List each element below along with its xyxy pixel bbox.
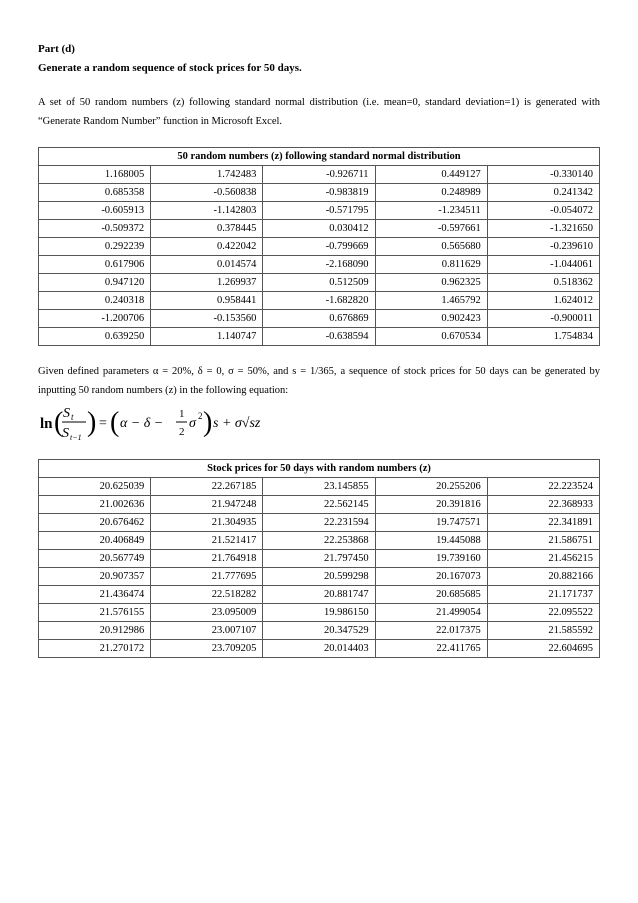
parameters-paragraph: Given defined parameters α = 20%, δ = 0, σ = 50%, and s = 1/365, a sequence of stock prices for 50 days can be generated by inputting 50 random numbers (z) in the following equation: bbox=[38, 366, 600, 396]
random-numbers-table bbox=[38, 147, 600, 346]
numerator-subscript: t bbox=[71, 412, 74, 422]
stock-price-row bbox=[39, 568, 600, 586]
alpha-delta-term: α − δ − bbox=[120, 416, 164, 431]
random-number-row bbox=[39, 184, 600, 202]
random-number-row bbox=[39, 274, 600, 292]
table-cell: 0.565680 bbox=[375, 238, 487, 256]
table-cell: 0.241342 bbox=[487, 184, 599, 202]
stock-price-row bbox=[39, 478, 600, 496]
table-cell: 22.223524 bbox=[487, 478, 599, 496]
denominator-subscript: t−1 bbox=[70, 433, 82, 442]
sigma-symbol: σ bbox=[189, 416, 196, 431]
table-cell: -0.605913 bbox=[39, 202, 151, 220]
table-cell: 22.017375 bbox=[375, 622, 487, 640]
table-cell: 23.709205 bbox=[151, 640, 263, 658]
table-cell: 0.676869 bbox=[263, 310, 375, 328]
table-cell: 23.145855 bbox=[263, 478, 375, 496]
table-cell: 21.456215 bbox=[487, 550, 599, 568]
table-cell: -2.168090 bbox=[263, 256, 375, 274]
ln-symbol: ln bbox=[40, 416, 53, 432]
table-cell: 20.625039 bbox=[39, 478, 151, 496]
stock-prices-table-title: Stock prices for 50 days with random numbers (z) bbox=[39, 460, 600, 478]
fraction-two: 2 bbox=[179, 426, 185, 438]
table-cell: 21.947248 bbox=[151, 496, 263, 514]
table-cell: 0.902423 bbox=[375, 310, 487, 328]
table-cell: 20.255206 bbox=[375, 478, 487, 496]
table-cell: 0.947120 bbox=[39, 274, 151, 292]
document-page bbox=[38, 40, 600, 658]
part-title: Part (d) bbox=[38, 43, 75, 55]
table-cell: -1.321650 bbox=[487, 220, 599, 238]
table-cell: 0.422042 bbox=[151, 238, 263, 256]
table-cell: 20.391816 bbox=[375, 496, 487, 514]
table-cell: 23.095009 bbox=[151, 604, 263, 622]
table-cell: 21.586751 bbox=[487, 532, 599, 550]
random-numbers-table-title: 50 random numbers (z) following standard normal distribution bbox=[39, 148, 600, 166]
fraction-one: 1 bbox=[179, 408, 185, 420]
random-number-row bbox=[39, 238, 600, 256]
right-paren-2: ) bbox=[203, 407, 213, 438]
table-cell: 0.248989 bbox=[375, 184, 487, 202]
table-cell: 21.764918 bbox=[151, 550, 263, 568]
table-cell: 22.604695 bbox=[487, 640, 599, 658]
table-cell: 22.562145 bbox=[263, 496, 375, 514]
random-number-row bbox=[39, 202, 600, 220]
table-cell: 20.599298 bbox=[263, 568, 375, 586]
stock-price-row bbox=[39, 496, 600, 514]
table-cell: 1.140747 bbox=[151, 328, 263, 346]
table-cell: 22.231594 bbox=[263, 514, 375, 532]
table-cell: 0.958441 bbox=[151, 292, 263, 310]
table-cell: 20.167073 bbox=[375, 568, 487, 586]
table-cell: -0.330140 bbox=[487, 166, 599, 184]
table-cell: 1.754834 bbox=[487, 328, 599, 346]
table-cell: 20.881747 bbox=[263, 586, 375, 604]
table-cell: 0.030412 bbox=[263, 220, 375, 238]
table-cell: 0.292239 bbox=[39, 238, 151, 256]
table-cell: 0.378445 bbox=[151, 220, 263, 238]
table-cell: -0.054072 bbox=[487, 202, 599, 220]
table-cell: -1.044061 bbox=[487, 256, 599, 274]
denominator-s: S bbox=[62, 426, 69, 441]
table-cell: 0.512509 bbox=[263, 274, 375, 292]
table-cell: 20.014403 bbox=[263, 640, 375, 658]
table-cell: -0.560838 bbox=[151, 184, 263, 202]
table-cell: 0.617906 bbox=[39, 256, 151, 274]
random-number-row bbox=[39, 328, 600, 346]
table-cell: 22.253868 bbox=[263, 532, 375, 550]
table-cell: -1.682820 bbox=[263, 292, 375, 310]
part-subtitle: Generate a random sequence of stock prices for 50 days. bbox=[38, 62, 302, 74]
stock-price-row bbox=[39, 532, 600, 550]
table-cell: 22.368933 bbox=[487, 496, 599, 514]
table-cell: -0.597661 bbox=[375, 220, 487, 238]
price-equation bbox=[40, 402, 600, 444]
stock-prices-table bbox=[38, 459, 600, 658]
random-number-row bbox=[39, 256, 600, 274]
stock-price-row bbox=[39, 514, 600, 532]
equation-tail: s + σ√sz bbox=[213, 416, 261, 431]
random-number-row bbox=[39, 292, 600, 310]
table-cell: 23.007107 bbox=[151, 622, 263, 640]
left-paren-2: ( bbox=[110, 407, 120, 438]
table-cell: 22.411765 bbox=[375, 640, 487, 658]
table-cell: -0.571795 bbox=[263, 202, 375, 220]
table-cell: 20.685685 bbox=[375, 586, 487, 604]
table-cell: 22.267185 bbox=[151, 478, 263, 496]
left-paren-1: ( bbox=[54, 407, 64, 438]
table-cell: 22.095522 bbox=[487, 604, 599, 622]
table-cell: -0.799669 bbox=[263, 238, 375, 256]
table-cell: 0.518362 bbox=[487, 274, 599, 292]
table-cell: 0.962325 bbox=[375, 274, 487, 292]
table-cell: 21.777695 bbox=[151, 568, 263, 586]
table-cell: 20.406849 bbox=[39, 532, 151, 550]
table-cell: 21.521417 bbox=[151, 532, 263, 550]
table-cell: 21.576155 bbox=[39, 604, 151, 622]
table-cell: 20.347529 bbox=[263, 622, 375, 640]
table-cell: 0.240318 bbox=[39, 292, 151, 310]
table-cell: -0.509372 bbox=[39, 220, 151, 238]
stock-price-row bbox=[39, 640, 600, 658]
table-cell: 19.747571 bbox=[375, 514, 487, 532]
table-cell: -0.926711 bbox=[263, 166, 375, 184]
table-cell: 21.499054 bbox=[375, 604, 487, 622]
table-cell: 1.269937 bbox=[151, 274, 263, 292]
table-cell: 22.341891 bbox=[487, 514, 599, 532]
random-number-row bbox=[39, 310, 600, 328]
table-cell: 20.907357 bbox=[39, 568, 151, 586]
table-cell: 19.986150 bbox=[263, 604, 375, 622]
table-cell: -0.638594 bbox=[263, 328, 375, 346]
table-cell: 21.585592 bbox=[487, 622, 599, 640]
table-cell: 19.739160 bbox=[375, 550, 487, 568]
table-cell: 21.797450 bbox=[263, 550, 375, 568]
random-numbers-table-body bbox=[39, 166, 600, 346]
table-cell: 0.811629 bbox=[375, 256, 487, 274]
table-cell: 1.465792 bbox=[375, 292, 487, 310]
table-cell: 21.304935 bbox=[151, 514, 263, 532]
table-cell: -0.900011 bbox=[487, 310, 599, 328]
stock-price-row bbox=[39, 586, 600, 604]
table-cell: 19.445088 bbox=[375, 532, 487, 550]
equals-sign: = bbox=[99, 416, 107, 431]
table-cell: 1.168005 bbox=[39, 166, 151, 184]
table-cell: -1.200706 bbox=[39, 310, 151, 328]
table-cell: 1.742483 bbox=[151, 166, 263, 184]
table-cell: 20.912986 bbox=[39, 622, 151, 640]
intro-paragraph: A set of 50 random numbers (z) following standard normal distribution (i.e. mean=0, standard deviation=1) is generated with “Generate Random Number” function in Microsoft Excel. bbox=[38, 97, 600, 127]
table-cell: 20.882166 bbox=[487, 568, 599, 586]
table-cell: 0.639250 bbox=[39, 328, 151, 346]
table-cell: 21.436474 bbox=[39, 586, 151, 604]
table-cell: 22.518282 bbox=[151, 586, 263, 604]
stock-price-row bbox=[39, 550, 600, 568]
stock-prices-table-body bbox=[39, 478, 600, 658]
table-cell: 1.624012 bbox=[487, 292, 599, 310]
random-number-row bbox=[39, 220, 600, 238]
random-number-row bbox=[39, 166, 600, 184]
table-cell: 0.670534 bbox=[375, 328, 487, 346]
table-cell: -0.983819 bbox=[263, 184, 375, 202]
table-cell: -1.142803 bbox=[151, 202, 263, 220]
table-cell: 20.567749 bbox=[39, 550, 151, 568]
table-cell: -0.239610 bbox=[487, 238, 599, 256]
sigma-exponent: 2 bbox=[198, 411, 203, 421]
price-equation-graphic bbox=[40, 402, 300, 444]
table-cell: 0.449127 bbox=[375, 166, 487, 184]
table-cell: 0.014574 bbox=[151, 256, 263, 274]
stock-price-row bbox=[39, 604, 600, 622]
table-cell: 21.171737 bbox=[487, 586, 599, 604]
table-cell: 0.685358 bbox=[39, 184, 151, 202]
right-paren-1: ) bbox=[87, 407, 97, 438]
table-cell: -1.234511 bbox=[375, 202, 487, 220]
stock-price-row bbox=[39, 622, 600, 640]
table-cell: 21.002636 bbox=[39, 496, 151, 514]
numerator-s: S bbox=[63, 406, 70, 421]
table-cell: -0.153560 bbox=[151, 310, 263, 328]
table-cell: 20.676462 bbox=[39, 514, 151, 532]
table-cell: 21.270172 bbox=[39, 640, 151, 658]
